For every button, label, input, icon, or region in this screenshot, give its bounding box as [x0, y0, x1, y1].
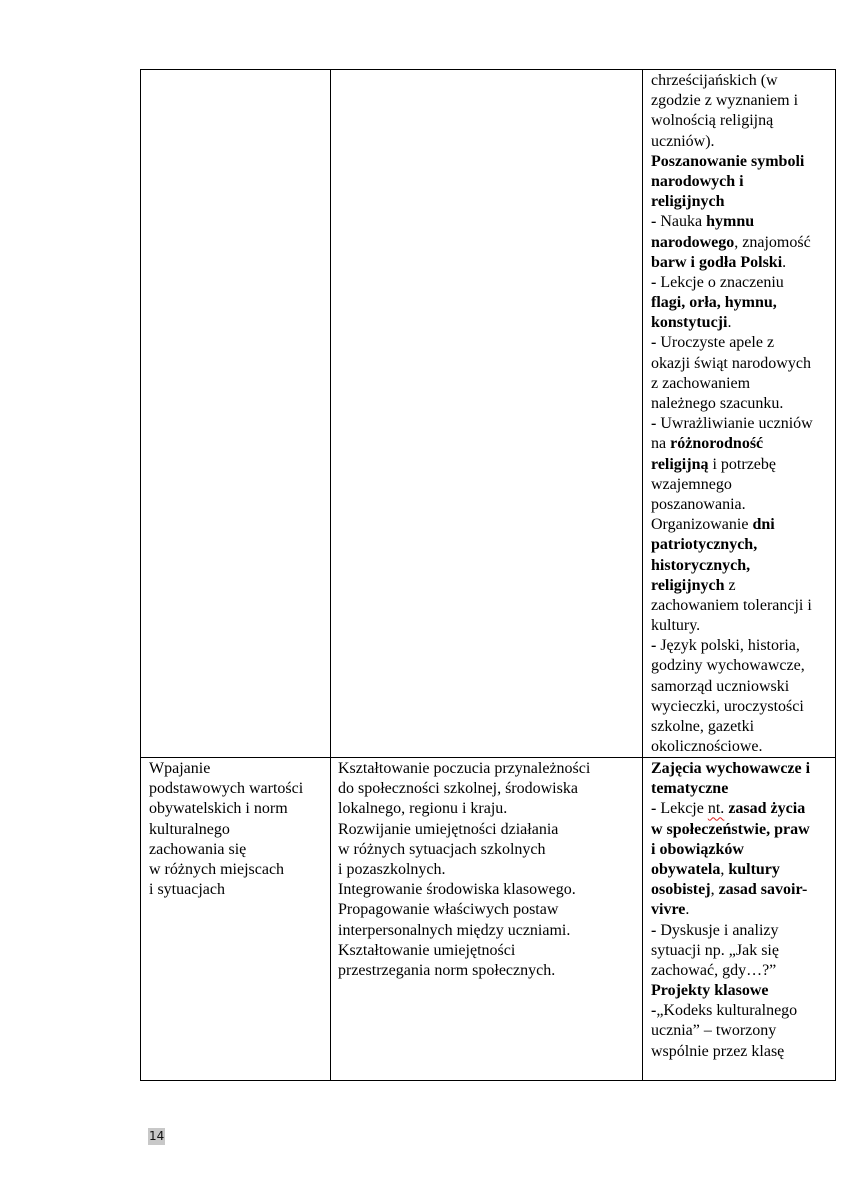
text-line [651, 71, 813, 91]
text-line [651, 1021, 810, 1041]
text-run: zachować, gdy…?” [651, 961, 777, 979]
text-line [651, 212, 813, 232]
text-line [651, 233, 813, 253]
text-run: Organizowanie [651, 516, 753, 534]
column-divider [642, 70, 643, 1080]
bold-text-run: - [651, 637, 661, 655]
text-run: wycieczki, uroczystości [651, 697, 804, 715]
text-line: Propagowanie właściwych postaw [338, 901, 559, 919]
text-line [651, 941, 810, 961]
text-line [651, 293, 813, 313]
text-line: w różnych miejscach [149, 860, 285, 878]
text-line [651, 333, 813, 353]
text-line [651, 961, 810, 981]
bold-text-run: - [651, 213, 661, 231]
text-run: kultury. [651, 617, 701, 635]
bold-text-run: - [651, 334, 661, 352]
text-line [651, 596, 813, 616]
text-line [651, 515, 813, 535]
text-line [651, 840, 810, 860]
text-line [651, 1001, 810, 1021]
bold-text-run: barw i godła Polski [651, 253, 783, 271]
text-run: Nauka [660, 213, 707, 231]
text-run: , [710, 881, 719, 899]
text-line [651, 616, 813, 636]
text-run: szkolne, gazetki [651, 718, 755, 735]
text-run: samorząd uczniowski [651, 677, 790, 695]
text-run: okazji świąt narodowych [651, 354, 811, 372]
text-line [651, 880, 810, 900]
bold-text-run: narodowego [651, 233, 735, 251]
text-line [651, 273, 813, 293]
text-run: . [685, 901, 690, 919]
text-line: podstawowych wartości [149, 780, 304, 798]
text-line [651, 253, 813, 273]
text-run: Lekcje [660, 800, 708, 818]
text-run: Dyskusje i analizy [660, 921, 779, 939]
text-line [651, 799, 810, 819]
text-run: sytuacji np. „Jak się [651, 941, 779, 959]
text-run: wzajemnego [651, 475, 732, 493]
text-line [651, 475, 813, 495]
text-line [651, 759, 810, 779]
text-line [651, 313, 813, 333]
bold-text-run: religijną [651, 455, 709, 473]
text-run: . [782, 253, 787, 271]
text-line [651, 192, 813, 212]
text-run: i potrzebę [708, 455, 777, 473]
text-run: zachowaniem tolerancji i [651, 596, 812, 614]
text-line: Kształtowanie poczucia przynależności [338, 760, 591, 777]
text-line [651, 697, 813, 717]
text-line: do społeczności szkolnej, środowiska [338, 780, 578, 798]
bold-text-run: patriotycznych, [651, 536, 758, 554]
bold-text-run: - [651, 921, 661, 939]
bold-text-run: Zajęcia wychowawcze i [651, 760, 811, 777]
bold-text-run: flagi, orła, hymnu, [651, 294, 777, 312]
text-line [651, 636, 813, 656]
text-line: przestrzegania norm społecznych. [338, 961, 556, 979]
text-line [651, 111, 813, 131]
bold-text-run: i obowiązków [651, 840, 744, 858]
text-run: okolicznościowe. [651, 738, 763, 756]
page-number: 14 [149, 1129, 165, 1143]
text-run: Uwrażliwianie uczniów [660, 415, 813, 433]
bold-text-run: hymnu [706, 213, 755, 231]
text-line: lokalnego, regionu i kraju. [338, 800, 508, 818]
bold-text-run: różnorodność [670, 435, 764, 453]
text-line: Integrowanie środowiska klasowego. [338, 881, 576, 899]
bold-text-run: - [651, 273, 661, 291]
text-run: . [727, 314, 732, 332]
text-run: Lekcje o znaczeniu [660, 273, 784, 291]
text-line [651, 921, 810, 941]
text-line: i pozaszkolnych. [338, 860, 446, 878]
text-line [651, 900, 810, 920]
text-run: , znajomość [734, 233, 811, 251]
text-run: Uroczyste apele z [660, 334, 775, 352]
text-run: na [651, 435, 671, 453]
text-line [651, 172, 813, 192]
text-line: interpersonalnych między uczniami. [338, 921, 571, 939]
text-line [651, 860, 810, 880]
text-run: „Kodeks kulturalnego [656, 1002, 798, 1020]
bold-text-run: tematyczne [651, 780, 729, 798]
text-line [651, 495, 813, 515]
text-line [651, 455, 813, 475]
row2-goal-cell [149, 759, 303, 900]
bold-text-run: religijnych [651, 576, 725, 594]
bold-text-run: narodowych i [651, 172, 744, 190]
text-run: chrześcijańskich (w [651, 72, 778, 89]
bold-text-run: zasad savoir- [718, 881, 808, 899]
text-line [651, 820, 810, 840]
text-run: , [720, 860, 729, 878]
bold-text-run: historycznych, [651, 556, 751, 574]
text-line [651, 576, 813, 596]
bold-text-run: vivre [651, 901, 686, 919]
bold-text-run: w społeczeństwie, praw [651, 820, 810, 838]
text-run: godziny wychowawcze, [651, 657, 805, 675]
bold-text-run: Poszanowanie symboli [651, 152, 805, 170]
text-line [651, 981, 810, 1001]
row1-activities-cell [651, 71, 813, 757]
text-line: obywatelskich i norm [149, 800, 288, 818]
text-run: wolnością religijną [651, 112, 774, 130]
text-line [651, 414, 813, 434]
text-line: Rozwijanie umiejętności działania [338, 820, 559, 838]
bold-text-run: - [651, 415, 661, 433]
text-line [651, 556, 813, 576]
text-line [651, 677, 813, 697]
text-line: i sytuacjach [149, 881, 225, 899]
column-divider [330, 70, 331, 1080]
bold-text-run: obywatela [651, 860, 721, 878]
text-line [651, 91, 813, 111]
text-line [651, 1042, 810, 1062]
text-line: Wpajanie [149, 760, 211, 777]
text-line [651, 354, 813, 374]
text-line [651, 656, 813, 676]
text-line [651, 717, 813, 737]
text-line [651, 737, 813, 757]
bold-text-run: - [651, 1002, 657, 1020]
text-line [651, 374, 813, 394]
text-run: uczniów). [651, 132, 715, 150]
row2-activities-cell [651, 759, 810, 1062]
text-run: z [724, 576, 736, 594]
text-line [651, 434, 813, 454]
text-run: ucznia” – tworzony [651, 1022, 777, 1040]
text-run: z zachowaniem [651, 374, 751, 392]
bold-text-run: religijnych [651, 193, 725, 211]
text-line: kulturalnego [149, 820, 230, 838]
bold-text-run: konstytucji [651, 314, 728, 332]
bold-text-run: kultury [728, 860, 780, 878]
text-run: Język polski, historia, [660, 637, 800, 655]
bold-text-run: - [651, 800, 661, 818]
text-line [651, 394, 813, 414]
text-run: należnego szacunku. [651, 395, 784, 412]
text-run: zgodzie z wyznaniem i [651, 92, 799, 110]
bold-text-run: dni [752, 516, 775, 534]
text-line [651, 779, 810, 799]
text-line [651, 535, 813, 555]
education-plan-table [140, 69, 836, 1081]
row2-tasks-cell [338, 759, 590, 981]
text-line: zachowania się [149, 840, 247, 858]
text-run: poszanowania. [651, 495, 746, 513]
bold-text-run: Projekty klasowe [651, 982, 769, 1000]
text-line: Kształtowanie umiejętności [338, 941, 516, 959]
bold-text-run: zasad życia [728, 800, 806, 818]
text-run: nt. [707, 800, 725, 818]
text-line [651, 152, 813, 172]
bold-text-run: osobistej [651, 881, 711, 899]
text-line: w różnych sytuacjach szkolnych [338, 840, 546, 858]
text-run: wspólnie przez klasę [651, 1042, 785, 1060]
text-line [651, 132, 813, 152]
